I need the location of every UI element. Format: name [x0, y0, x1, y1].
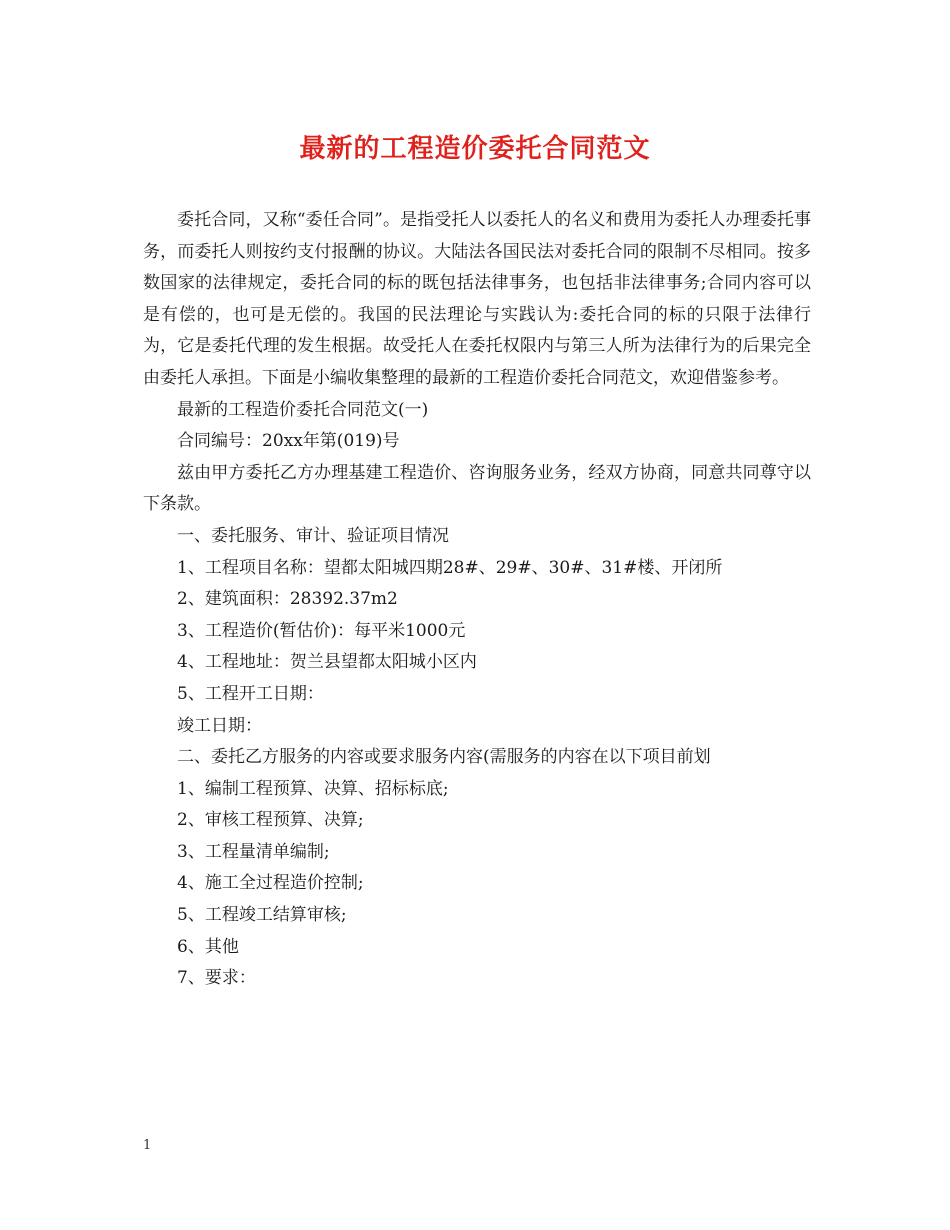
part2-item: 4、施工全过程造价控制;	[177, 873, 364, 894]
part2-item: 2、审核工程预算、决算;	[177, 810, 364, 831]
part1-heading: 一、委托服务、审计、验证项目情况	[177, 525, 449, 546]
part2-item: 6、其他	[177, 936, 239, 957]
part2-heading: 二、委托乙方服务的内容或要求服务内容(需服务的内容在以下项目前划	[177, 747, 711, 768]
part1-item-start-date: 5、工程开工日期：	[177, 683, 324, 704]
part1-item-project-name: 1、工程项目名称：望都太阳城四期28#、29#、30#、31#楼、开闭所	[177, 557, 723, 578]
intro-paragraph: 委托合同，又称“委任合同”。是指受托人以委托人的名义和费用为委托人办理委托事务，而委托人则按约支付报酬的协议。大陆法各国民法对委托合同的限制不尽相同。按多数国家的法律规定，委托合同的标的既包括法律事务，也包括非法律事务;合同内容可以是有偿的，也可是无偿的。我国的民法理论与实践认为:委托合同的标的只限于法律行为，它是委托代理的发生根据。故受托人在委托权限内与第三人所为法律行为的后果完全由委托人承担。下面是小编收集整理的最新的工程造价委托合同范文，欢迎借鉴参考。	[143, 210, 811, 388]
part2-item: 1、编制工程预算、决算、招标标底;	[177, 778, 449, 799]
document-body	[143, 205, 811, 995]
part1-item-cost: 3、工程造价(暂估价)：每平米1000元	[177, 620, 466, 641]
part1-item-area: 2、建筑面积：28392.37m2	[177, 589, 398, 610]
part2-item: 3、工程量清单编制;	[177, 841, 330, 862]
part2-item: 7、要求：	[177, 968, 256, 989]
part1-item-completion-date: 竣工日期：	[177, 715, 262, 736]
part2-item: 5、工程竣工结算审核;	[177, 905, 347, 926]
document-title: 最新的工程造价委托合同范文	[299, 134, 651, 164]
part1-item-address: 4、工程地址：贺兰县望都太阳城小区内	[177, 652, 477, 673]
preamble-paragraph: 兹由甲方委托乙方办理基建工程造价、咨询服务业务，经双方协商，同意共同尊守以下条款。	[143, 462, 811, 515]
section-title: 最新的工程造价委托合同范文(一)	[177, 399, 429, 420]
contract-number: 合同编号：20xx年第(019)号	[177, 431, 400, 452]
page-number: 1	[143, 1138, 152, 1153]
